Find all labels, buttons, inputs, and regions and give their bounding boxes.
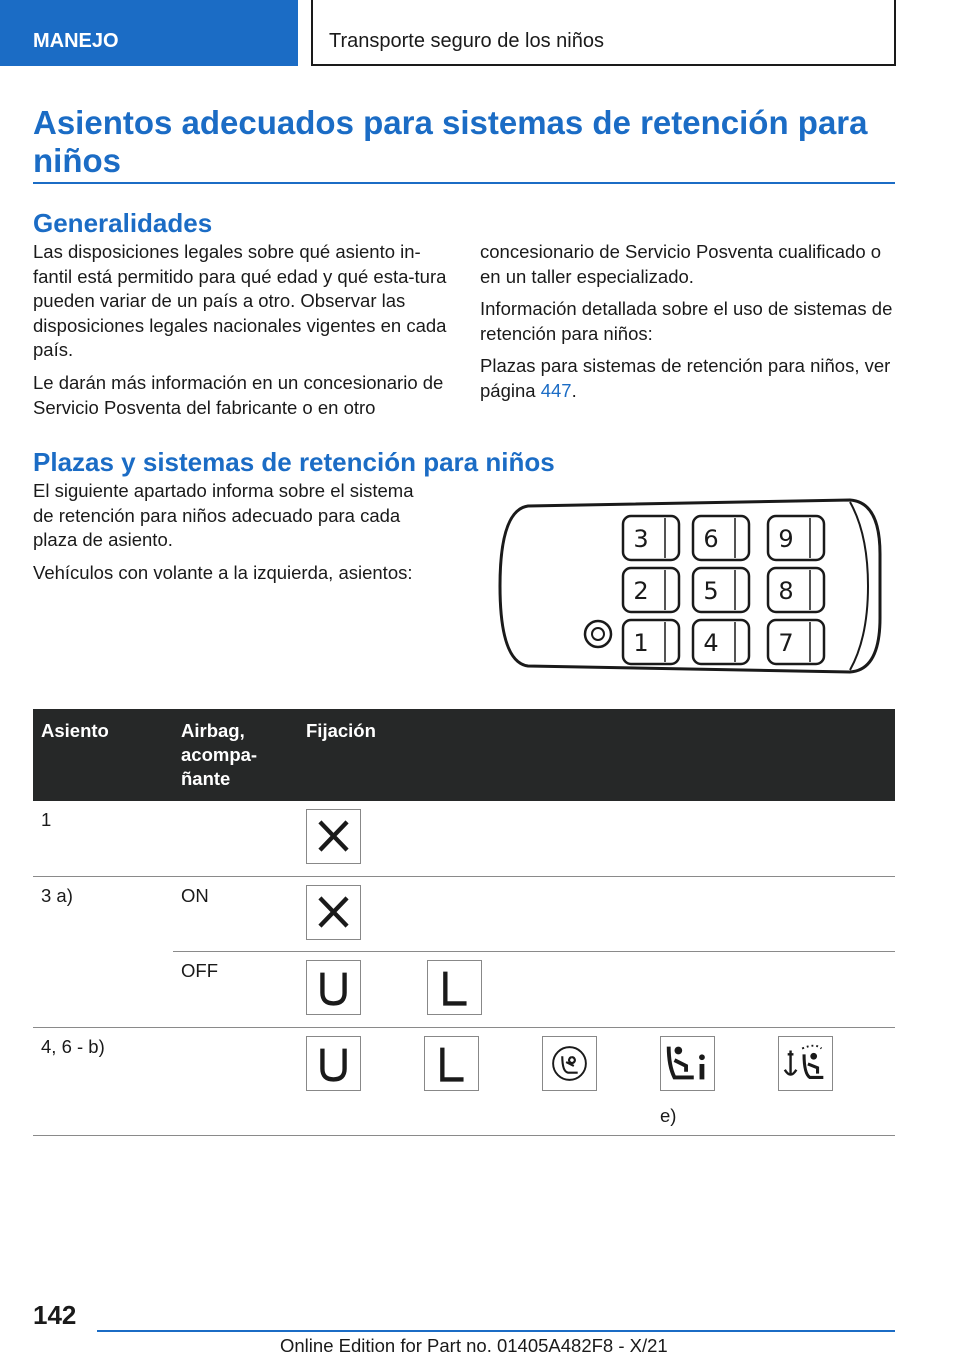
seat-box — [768, 620, 824, 664]
x-icon — [306, 809, 361, 864]
x-icon — [306, 885, 361, 940]
seat-number: 4 — [703, 629, 719, 657]
general-paragraph-5-text: Plazas para sistemas de retención para niños, ver página — [480, 355, 891, 401]
airbag-cell: OFF — [173, 951, 298, 1027]
seat-box — [768, 568, 824, 612]
l-icon — [427, 960, 482, 1015]
u-icon — [306, 960, 361, 1015]
seat-box — [623, 516, 679, 560]
seat-cell: 3 a) — [33, 876, 173, 1027]
child-seat-icon — [542, 1036, 597, 1091]
general-paragraph-4: Información detallada sobre el uso de sistemas de retención para niños: — [480, 298, 893, 344]
fixation-cell — [298, 876, 895, 951]
seat-number: 2 — [633, 577, 649, 605]
chapter-label: Transporte seguro de los niños — [311, 0, 896, 66]
seat-box — [623, 620, 679, 664]
seats-paragraph-1: El siguiente apartado informa sobre el sistema de retención para niños adecuado para cada plaza de asiento. — [33, 480, 414, 550]
seat-box — [768, 516, 824, 560]
seat-number: 3 — [633, 525, 649, 553]
footer-edition: Online Edition for Part no. 01405A482F8 - X/21 — [280, 1335, 668, 1356]
seat-box — [623, 568, 679, 612]
fixation-cell — [298, 951, 895, 1027]
seat-grid — [623, 516, 824, 664]
seat-cell: 1 — [33, 801, 173, 876]
u-icon — [306, 1036, 361, 1091]
general-paragraph-5 — [480, 354, 900, 403]
heading-general: Generalidades — [33, 208, 213, 238]
table-row — [33, 801, 895, 876]
general-paragraph-2: Le darán más información en un concesionario de Servicio Posventa del fabricante o en otro — [33, 372, 444, 418]
l-icon — [424, 1036, 479, 1091]
seat-number: 8 — [778, 577, 794, 605]
title-rule — [33, 182, 895, 184]
seat-number: 5 — [703, 577, 719, 605]
section-label: MANEJO — [0, 0, 298, 66]
seat-number: 6 — [703, 525, 719, 553]
seat-table — [33, 709, 895, 1136]
heading-seats: Plazas y sistemas de retención para niños — [33, 447, 555, 477]
car-rear-curve — [850, 502, 868, 670]
table-header-row — [33, 709, 895, 801]
seat-number: 1 — [633, 629, 649, 657]
general-paragraph-5-end: . — [571, 379, 577, 401]
seat-number: 7 — [778, 629, 794, 657]
general-paragraph-1: Las disposiciones legales sobre qué asiento in-fantil está permitido para qué edad y qué esta-tura pueden variar de un país a otro. Observar las disposiciones legales nacionales vigentes en cada país. — [33, 241, 447, 360]
anchor-child-seat-icon — [778, 1036, 833, 1091]
footer-rule — [97, 1330, 895, 1332]
seat-layout-diagram — [488, 494, 888, 680]
page-number: 142 — [33, 1300, 77, 1330]
table-row — [33, 1027, 895, 1135]
seat-cell: 4, 6 - b) — [33, 1027, 173, 1135]
steering-wheel-icon — [585, 621, 611, 647]
header-fijacion: Fijación — [298, 709, 895, 801]
isofix-info-icon — [660, 1036, 715, 1091]
fixation-cell — [298, 1027, 895, 1135]
seats-paragraph-2: Vehículos con volante a la izquierda, asientos: — [33, 562, 413, 583]
icon-note: e) — [660, 1104, 677, 1126]
page-header — [0, 0, 960, 66]
header-asiento: Asiento — [33, 709, 173, 801]
seat-box — [693, 568, 749, 612]
seat-number: 9 — [778, 525, 794, 553]
general-paragraph-3: concesionario de Servicio Posventa cualificado o en un taller especializado. — [480, 241, 882, 287]
table-row — [33, 876, 895, 951]
airbag-cell: ON — [173, 876, 298, 951]
page-link[interactable]: 447 — [540, 379, 572, 401]
fixation-cell — [298, 801, 895, 876]
seat-box — [693, 516, 749, 560]
seat-box — [693, 620, 749, 664]
page-title: Asientos adecuados para sistemas de retención para niños — [33, 104, 868, 179]
header-airbag: Airbag, acompa- ñante — [173, 709, 298, 801]
airbag-cell — [173, 1027, 298, 1135]
airbag-cell — [173, 801, 298, 876]
